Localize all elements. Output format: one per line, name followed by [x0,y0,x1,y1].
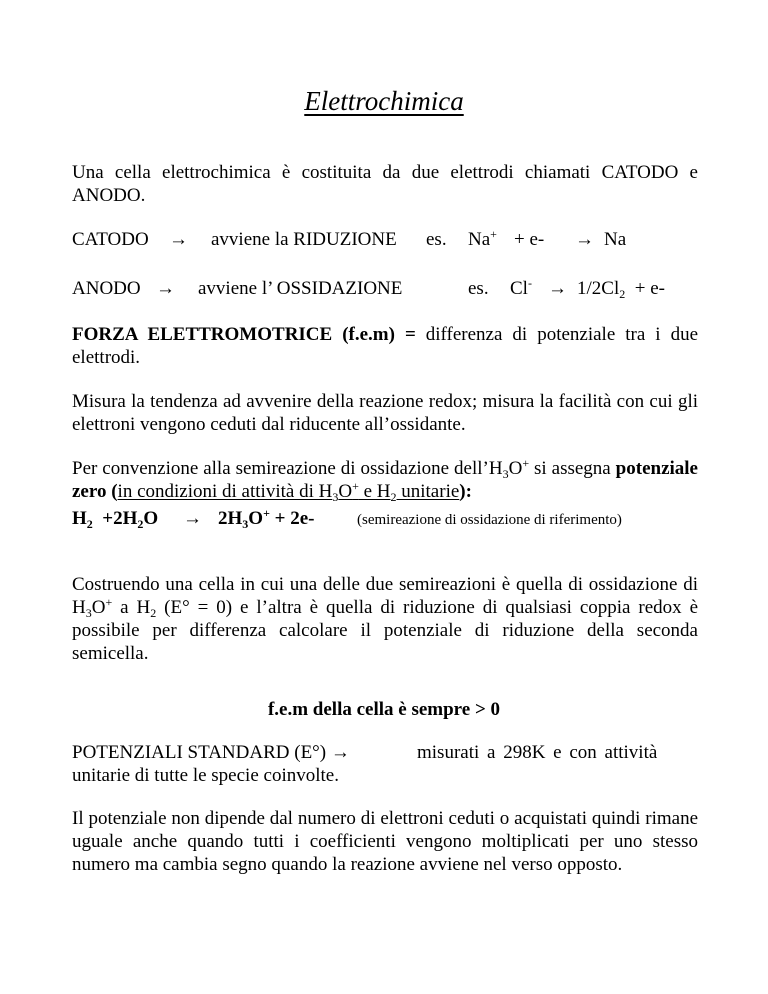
anodo-text: avviene l’ OSSIDAZIONE [198,278,403,299]
potenziali-label: POTENZIALI STANDARD (E°) → [72,742,350,763]
reaction-note: (semireazione di ossidazione di riferimento) [357,512,622,528]
anodo-arrow: → [156,278,175,299]
catodo-arrow2: → [575,229,594,250]
catodo-electron: + e- [514,229,545,250]
convenzione-paragraph: Per convenzione alla semireazione di ossidazione $dell’H_3O^+$ si assegna potenziale zero (in condizioni di attività di $H_3O^+$ e $H_2$ unitarie): [72,456,698,504]
reaction-arrow: → [183,508,202,529]
misura-paragraph: Misura la tendenza ad avvenire della reazione redox; misura la facilità con cui gli elettroni vengono ceduti dal riducente all’ossidante. [72,391,698,435]
intro-paragraph: Una cella elettrochimica è costituita da due elettrodi chiamati CATODO e ANODO. [72,162,698,206]
fem-cella-statement: f.e.m della cella è sempre > 0 [267,699,501,720]
anodo-es: es. [468,278,489,299]
potenziali-continuation: unitarie di tutte le specie coinvolte. [72,765,339,786]
anodo-arrow2: → [548,278,567,299]
catodo-species: Na+ [468,227,497,250]
anodo-label: ANODO [72,278,141,299]
catodo-es: es. [426,229,447,250]
fem-definition: FORZA ELETTROMOTRICE (f.e.m) = differenza di potenziale tra i due elettrodi. [72,324,699,368]
catodo-arrow: → [169,229,188,250]
page-title: Elettrochimica [304,86,464,116]
catodo-text: avviene la RIDUZIONE [211,229,397,250]
catodo-product: Na [604,229,627,250]
anodo-product: $1/2Cl_2 + e-$ [577,278,665,301]
catodo-label: CATODO [72,229,149,250]
potenziali-conditions: misurati a 298K e con attività [417,742,658,763]
anodo-species: Cl- [510,276,532,299]
reaction-reactants: $H_2 +2H_2O$ [72,508,159,531]
costruendo-paragraph: Costruendo una cella in cui una delle due semireazioni è quella di ossidazione di $H_3O^+$ a $H_2$ (E° = 0) e l’altra è quella di riduzione di qualsiasi coppia redox è possibile per differenza calcolare il potenziale di riduzione della seconda semicella. [72,574,699,664]
final-paragraph: Il potenziale non dipende dal numero di elettroni ceduti o acquistati quindi rimane uguale anche quando tutti i coefficienti vengono moltiplicati per uno stesso numero ma cambia segno quando la reazione avviene nel verso opposto. [72,808,698,875]
reaction-products: $2H_3O^+ + 2e-$ [218,506,315,531]
